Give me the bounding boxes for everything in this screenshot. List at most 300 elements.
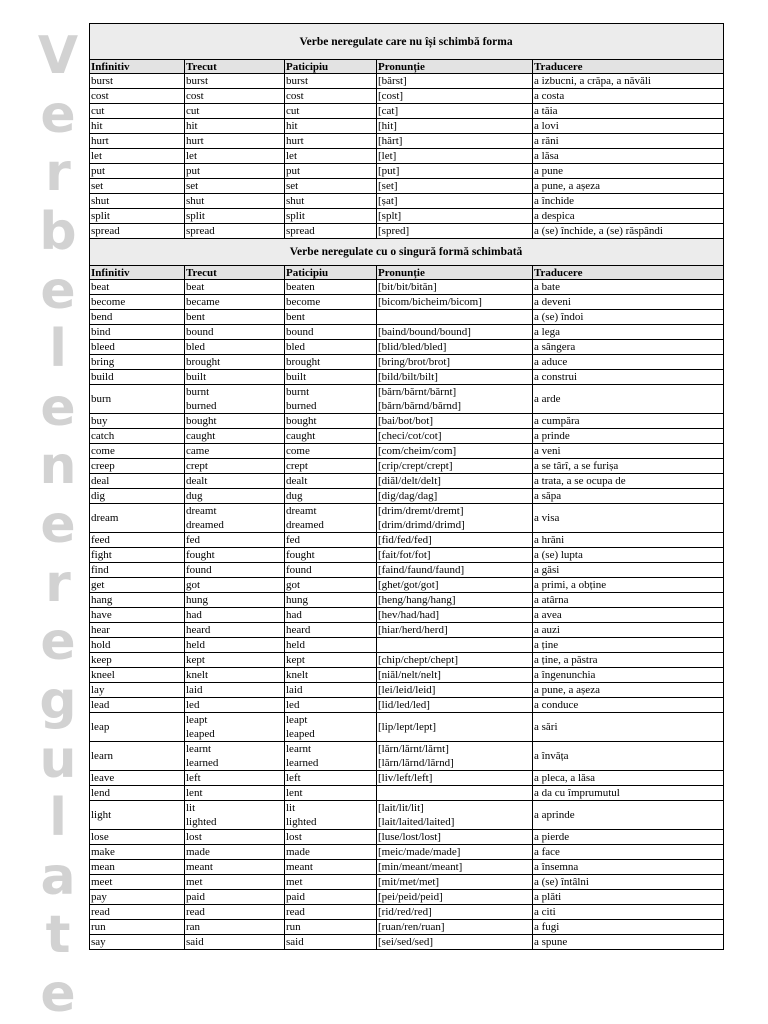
past-cell bbox=[185, 830, 285, 845]
cell-line: [cost] bbox=[378, 90, 404, 102]
cell-line: burned bbox=[186, 400, 217, 412]
table-row bbox=[90, 444, 724, 459]
cell-line: [bărn/bărnt/bărnt] bbox=[378, 386, 457, 398]
participle-cell bbox=[285, 875, 377, 890]
table-row bbox=[90, 164, 724, 179]
column-header: Pronunție bbox=[377, 60, 533, 74]
cell-line: [bai/bot/bot] bbox=[378, 415, 433, 427]
participle-cell bbox=[285, 608, 377, 623]
infinitive-cell bbox=[90, 608, 185, 623]
translation-cell bbox=[533, 533, 724, 548]
cell-line: [sei/sed/sed] bbox=[378, 936, 433, 948]
cell-line: a sări bbox=[534, 721, 558, 733]
cell-line: [niăl/nelt/nelt] bbox=[378, 669, 441, 681]
infinitive-cell bbox=[90, 875, 185, 890]
table-row bbox=[90, 179, 724, 194]
participle-cell bbox=[285, 340, 377, 355]
participle-cell bbox=[285, 119, 377, 134]
translation-cell bbox=[533, 209, 724, 224]
table-body bbox=[90, 24, 724, 950]
cell-line: leap bbox=[91, 721, 110, 733]
table-row bbox=[90, 771, 724, 786]
translation-cell bbox=[533, 830, 724, 845]
cell-line: leave bbox=[91, 772, 115, 784]
translation-cell bbox=[533, 860, 724, 875]
table-row bbox=[90, 698, 724, 713]
cell-line: paid bbox=[286, 891, 305, 903]
pronunciation-cell bbox=[377, 713, 533, 742]
cell-line: [lărn/lărnt/lărnt] bbox=[378, 743, 449, 755]
translation-cell bbox=[533, 504, 724, 533]
cell-line: leaped bbox=[186, 728, 215, 740]
table-row bbox=[90, 429, 724, 444]
pronunciation-cell bbox=[377, 548, 533, 563]
participle-cell bbox=[285, 905, 377, 920]
cell-line: fought bbox=[186, 549, 215, 561]
translation-cell bbox=[533, 786, 724, 801]
participle-cell bbox=[285, 742, 377, 771]
past-cell bbox=[185, 875, 285, 890]
past-cell bbox=[185, 295, 285, 310]
past-cell bbox=[185, 801, 285, 830]
cell-line: a fugi bbox=[534, 921, 560, 933]
participle-cell bbox=[285, 638, 377, 653]
vertical-title bbox=[26, 26, 90, 1024]
cell-line: lent bbox=[286, 787, 303, 799]
cell-line: bend bbox=[91, 311, 113, 323]
pronunciation-cell bbox=[377, 74, 533, 89]
cell-line: feed bbox=[91, 534, 110, 546]
cell-line: burst bbox=[186, 75, 208, 87]
infinitive-cell bbox=[90, 801, 185, 830]
column-header: Paticipiu bbox=[285, 60, 377, 74]
cell-line: led bbox=[286, 699, 300, 711]
cell-line: [bild/bilt/bilt] bbox=[378, 371, 438, 383]
cell-line: leaped bbox=[286, 728, 315, 740]
pronunciation-cell bbox=[377, 608, 533, 623]
cell-line: split bbox=[286, 210, 305, 222]
cell-line: shut bbox=[286, 195, 305, 207]
translation-cell bbox=[533, 935, 724, 950]
cell-line: learned bbox=[286, 757, 319, 769]
cell-line: burnt bbox=[286, 386, 310, 398]
past-cell bbox=[185, 119, 285, 134]
past-cell bbox=[185, 340, 285, 355]
cell-line: build bbox=[91, 371, 114, 383]
cell-line: [splt] bbox=[378, 210, 402, 222]
cell-line: read bbox=[286, 906, 305, 918]
cell-line: said bbox=[186, 936, 204, 948]
cell-line: became bbox=[186, 296, 220, 308]
title-letter: e bbox=[40, 495, 76, 555]
cell-line: a aprinde bbox=[534, 809, 575, 821]
cell-line: a construi bbox=[534, 371, 578, 383]
translation-cell bbox=[533, 414, 724, 429]
cell-line: make bbox=[91, 846, 115, 858]
past-cell bbox=[185, 935, 285, 950]
pronunciation-cell bbox=[377, 209, 533, 224]
translation-cell bbox=[533, 578, 724, 593]
cell-line: a auzi bbox=[534, 624, 560, 636]
translation-cell bbox=[533, 355, 724, 370]
past-cell bbox=[185, 209, 285, 224]
table-row bbox=[90, 194, 724, 209]
cell-line: hung bbox=[186, 594, 208, 606]
translation-cell bbox=[533, 295, 724, 310]
infinitive-cell bbox=[90, 905, 185, 920]
participle-cell bbox=[285, 459, 377, 474]
past-cell bbox=[185, 668, 285, 683]
cell-line: a citi bbox=[534, 906, 556, 918]
title-letter: e bbox=[40, 260, 76, 321]
participle-cell bbox=[285, 653, 377, 668]
past-cell bbox=[185, 698, 285, 713]
cell-line: a aduce bbox=[534, 356, 568, 368]
infinitive-cell bbox=[90, 280, 185, 295]
past-cell bbox=[185, 653, 285, 668]
translation-cell bbox=[533, 845, 724, 860]
pronunciation-cell bbox=[377, 224, 533, 239]
title-letter: e bbox=[40, 377, 76, 438]
past-cell bbox=[185, 370, 285, 385]
cell-line: paid bbox=[186, 891, 205, 903]
participle-cell bbox=[285, 414, 377, 429]
translation-cell bbox=[533, 653, 724, 668]
table-row bbox=[90, 920, 724, 935]
cell-line: a pleca, a lăsa bbox=[534, 772, 596, 784]
cell-line: dug bbox=[286, 490, 303, 502]
infinitive-cell bbox=[90, 683, 185, 698]
cell-line: [heng/hang/hang] bbox=[378, 594, 456, 606]
cell-line: lost bbox=[186, 831, 202, 843]
cell-line: burnt bbox=[186, 386, 210, 398]
cell-line: run bbox=[91, 921, 106, 933]
cell-line: a găsi bbox=[534, 564, 560, 576]
past-cell bbox=[185, 280, 285, 295]
cell-line: bled bbox=[186, 341, 205, 353]
table-row bbox=[90, 104, 724, 119]
cell-line: [hev/had/had] bbox=[378, 609, 440, 621]
cell-line: a izbucni, a crăpa, a năvăli bbox=[534, 75, 651, 87]
translation-cell bbox=[533, 608, 724, 623]
pronunciation-cell bbox=[377, 280, 533, 295]
cell-line: built bbox=[186, 371, 207, 383]
cell-line: [ghet/got/got] bbox=[378, 579, 439, 591]
participle-cell bbox=[285, 74, 377, 89]
pronunciation-cell bbox=[377, 771, 533, 786]
table-row bbox=[90, 385, 724, 414]
table-row bbox=[90, 578, 724, 593]
cell-line: a plăti bbox=[534, 891, 562, 903]
infinitive-cell bbox=[90, 623, 185, 638]
cell-line: hang bbox=[91, 594, 113, 606]
past-cell bbox=[185, 474, 285, 489]
cell-line: cut bbox=[186, 105, 200, 117]
participle-cell bbox=[285, 89, 377, 104]
past-cell bbox=[185, 920, 285, 935]
pronunciation-cell bbox=[377, 444, 533, 459]
table-row bbox=[90, 370, 724, 385]
pronunciation-cell bbox=[377, 194, 533, 209]
cell-line: bring bbox=[91, 356, 115, 368]
infinitive-cell bbox=[90, 830, 185, 845]
translation-cell bbox=[533, 280, 724, 295]
cell-line: beaten bbox=[286, 281, 315, 293]
past-cell bbox=[185, 563, 285, 578]
cell-line: a costa bbox=[534, 90, 565, 102]
pronunciation-cell bbox=[377, 742, 533, 771]
cell-line: [lait/laited/laited] bbox=[378, 816, 455, 828]
column-header: Infinitiv bbox=[90, 60, 185, 74]
infinitive-cell bbox=[90, 713, 185, 742]
cell-line: held bbox=[186, 639, 205, 651]
cell-line: hurt bbox=[286, 135, 304, 147]
participle-cell bbox=[285, 845, 377, 860]
past-cell bbox=[185, 860, 285, 875]
translation-cell bbox=[533, 459, 724, 474]
cell-line: a (se) întâlni bbox=[534, 876, 589, 888]
participle-cell bbox=[285, 444, 377, 459]
cell-line: keep bbox=[91, 654, 112, 666]
translation-cell bbox=[533, 890, 724, 905]
cell-line: run bbox=[286, 921, 301, 933]
table-row bbox=[90, 209, 724, 224]
infinitive-cell bbox=[90, 548, 185, 563]
cell-line: spread bbox=[286, 225, 315, 237]
pronunciation-cell bbox=[377, 134, 533, 149]
cell-line: bled bbox=[286, 341, 305, 353]
participle-cell bbox=[285, 578, 377, 593]
infinitive-cell bbox=[90, 638, 185, 653]
past-cell bbox=[185, 786, 285, 801]
cell-line: come bbox=[286, 445, 310, 457]
cell-line: a pierde bbox=[534, 831, 570, 843]
cell-line: [fait/fot/fot] bbox=[378, 549, 431, 561]
table-row bbox=[90, 489, 724, 504]
cell-line: a avea bbox=[534, 609, 562, 621]
cell-line: dreamed bbox=[186, 519, 224, 531]
participle-cell bbox=[285, 355, 377, 370]
infinitive-cell bbox=[90, 295, 185, 310]
infinitive-cell bbox=[90, 340, 185, 355]
pronunciation-cell bbox=[377, 860, 533, 875]
table-row bbox=[90, 533, 724, 548]
pronunciation-cell bbox=[377, 593, 533, 608]
past-cell bbox=[185, 414, 285, 429]
cell-line: meant bbox=[186, 861, 213, 873]
cell-line: [bărn/bărnd/bărnd] bbox=[378, 400, 462, 412]
title-letter: a bbox=[40, 846, 76, 907]
cell-line: bent bbox=[286, 311, 305, 323]
cell-line: a deveni bbox=[534, 296, 571, 308]
cell-line: learned bbox=[186, 757, 219, 769]
section-title: Verbe neregulate cu o singură formă schimbată bbox=[90, 239, 724, 266]
table-row bbox=[90, 801, 724, 830]
cell-line: deal bbox=[91, 475, 110, 487]
cell-line: found bbox=[286, 564, 312, 576]
participle-cell bbox=[285, 310, 377, 325]
cell-line: a pune, a așeza bbox=[534, 180, 600, 192]
past-cell bbox=[185, 771, 285, 786]
cell-line: dreamed bbox=[286, 519, 324, 531]
infinitive-cell bbox=[90, 444, 185, 459]
cell-line: bought bbox=[186, 415, 217, 427]
cell-line: came bbox=[186, 445, 210, 457]
table-row bbox=[90, 340, 724, 355]
cell-line: dreamt bbox=[186, 505, 217, 517]
cell-line: left bbox=[286, 772, 301, 784]
participle-cell bbox=[285, 385, 377, 414]
title-letter: u bbox=[39, 729, 77, 790]
translation-cell bbox=[533, 325, 724, 340]
table-row bbox=[90, 310, 724, 325]
participle-cell bbox=[285, 623, 377, 638]
table-row bbox=[90, 845, 724, 860]
table-row bbox=[90, 653, 724, 668]
infinitive-cell bbox=[90, 74, 185, 89]
past-cell bbox=[185, 623, 285, 638]
cell-line: a hrăni bbox=[534, 534, 565, 546]
table-row bbox=[90, 355, 724, 370]
past-cell bbox=[185, 224, 285, 239]
cell-line: hit bbox=[186, 120, 198, 132]
participle-cell bbox=[285, 801, 377, 830]
cell-line: beat bbox=[186, 281, 205, 293]
cell-line: [lărn/lărnd/lărnd] bbox=[378, 757, 454, 769]
table-row bbox=[90, 742, 724, 771]
cell-line: a trata, a se ocupa de bbox=[534, 475, 626, 487]
translation-cell bbox=[533, 224, 724, 239]
infinitive-cell bbox=[90, 653, 185, 668]
infinitive-cell bbox=[90, 771, 185, 786]
pronunciation-cell bbox=[377, 370, 533, 385]
pronunciation-cell bbox=[377, 905, 533, 920]
cell-line: got bbox=[186, 579, 201, 591]
infinitive-cell bbox=[90, 845, 185, 860]
translation-cell bbox=[533, 548, 724, 563]
cell-line: a lovi bbox=[534, 120, 559, 132]
table-row bbox=[90, 608, 724, 623]
past-cell bbox=[185, 593, 285, 608]
cell-line: a veni bbox=[534, 445, 561, 457]
table-row bbox=[90, 548, 724, 563]
infinitive-cell bbox=[90, 935, 185, 950]
past-cell bbox=[185, 578, 285, 593]
cell-line: [faind/faund/faund] bbox=[378, 564, 465, 576]
participle-cell bbox=[285, 179, 377, 194]
cell-line: [lait/lit/lit] bbox=[378, 802, 424, 814]
cell-line: [bring/brot/brot] bbox=[378, 356, 451, 368]
participle-cell bbox=[285, 504, 377, 533]
cell-line: caught bbox=[186, 430, 216, 442]
cell-line: a răni bbox=[534, 135, 559, 147]
translation-cell bbox=[533, 385, 724, 414]
cell-line: had bbox=[186, 609, 202, 621]
past-cell bbox=[185, 489, 285, 504]
cell-line: [min/meant/meant] bbox=[378, 861, 463, 873]
cell-line: lighted bbox=[186, 816, 217, 828]
participle-cell bbox=[285, 668, 377, 683]
title-letter: l bbox=[49, 788, 67, 849]
cell-line: brought bbox=[186, 356, 221, 368]
cell-line: lit bbox=[286, 802, 296, 814]
participle-cell bbox=[285, 325, 377, 340]
pronunciation-cell bbox=[377, 355, 533, 370]
table-row bbox=[90, 593, 724, 608]
cell-line: a (se) îndoi bbox=[534, 311, 584, 323]
cell-line: set bbox=[186, 180, 199, 192]
cell-line: a învăța bbox=[534, 750, 569, 762]
cell-line: hear bbox=[91, 624, 110, 636]
cell-line: dream bbox=[91, 512, 119, 524]
column-header: Paticipiu bbox=[285, 266, 377, 280]
cell-line: [checi/cot/cot] bbox=[378, 430, 442, 442]
cell-line: bound bbox=[186, 326, 214, 338]
participle-cell bbox=[285, 474, 377, 489]
cell-line: come bbox=[91, 445, 115, 457]
pronunciation-cell bbox=[377, 119, 533, 134]
cell-line: a despica bbox=[534, 210, 575, 222]
cell-line: [hărt] bbox=[378, 135, 403, 147]
table-row bbox=[90, 563, 724, 578]
cell-line: [liv/left/left] bbox=[378, 772, 433, 784]
cell-line: meet bbox=[91, 876, 113, 888]
infinitive-cell bbox=[90, 459, 185, 474]
infinitive-cell bbox=[90, 164, 185, 179]
cell-line: shut bbox=[91, 195, 110, 207]
column-header: Infinitiv bbox=[90, 266, 185, 280]
table-row bbox=[90, 830, 724, 845]
past-cell bbox=[185, 134, 285, 149]
cell-line: bind bbox=[91, 326, 111, 338]
cell-line: set bbox=[286, 180, 299, 192]
pronunciation-cell bbox=[377, 489, 533, 504]
participle-cell bbox=[285, 429, 377, 444]
cell-line: leapt bbox=[186, 714, 208, 726]
cell-line: lend bbox=[91, 787, 110, 799]
title-letter: e bbox=[40, 84, 76, 145]
cell-line: [lip/lept/lept] bbox=[378, 721, 437, 733]
pronunciation-cell bbox=[377, 179, 533, 194]
infinitive-cell bbox=[90, 104, 185, 119]
infinitive-cell bbox=[90, 920, 185, 935]
cell-line: a îngenunchia bbox=[534, 669, 596, 681]
participle-cell bbox=[285, 134, 377, 149]
cell-line: fought bbox=[286, 549, 315, 561]
infinitive-cell bbox=[90, 355, 185, 370]
cell-line: lose bbox=[91, 831, 109, 843]
infinitive-cell bbox=[90, 224, 185, 239]
cell-line: crept bbox=[286, 460, 308, 472]
participle-cell bbox=[285, 104, 377, 119]
past-cell bbox=[185, 459, 285, 474]
cell-line: lit bbox=[186, 802, 196, 814]
translation-cell bbox=[533, 149, 724, 164]
section-title: Verbe neregulate care nu își schimbă forma bbox=[90, 24, 724, 60]
past-cell bbox=[185, 429, 285, 444]
past-cell bbox=[185, 533, 285, 548]
infinitive-cell bbox=[90, 698, 185, 713]
cell-line: a atârna bbox=[534, 594, 569, 606]
table-row bbox=[90, 935, 724, 950]
past-cell bbox=[185, 104, 285, 119]
infinitive-cell bbox=[90, 89, 185, 104]
cell-line: [meic/made/made] bbox=[378, 846, 461, 858]
cell-line: a da cu împrumutul bbox=[534, 787, 620, 799]
cell-line: have bbox=[91, 609, 112, 621]
pronunciation-cell bbox=[377, 563, 533, 578]
section-title-row bbox=[90, 239, 724, 266]
